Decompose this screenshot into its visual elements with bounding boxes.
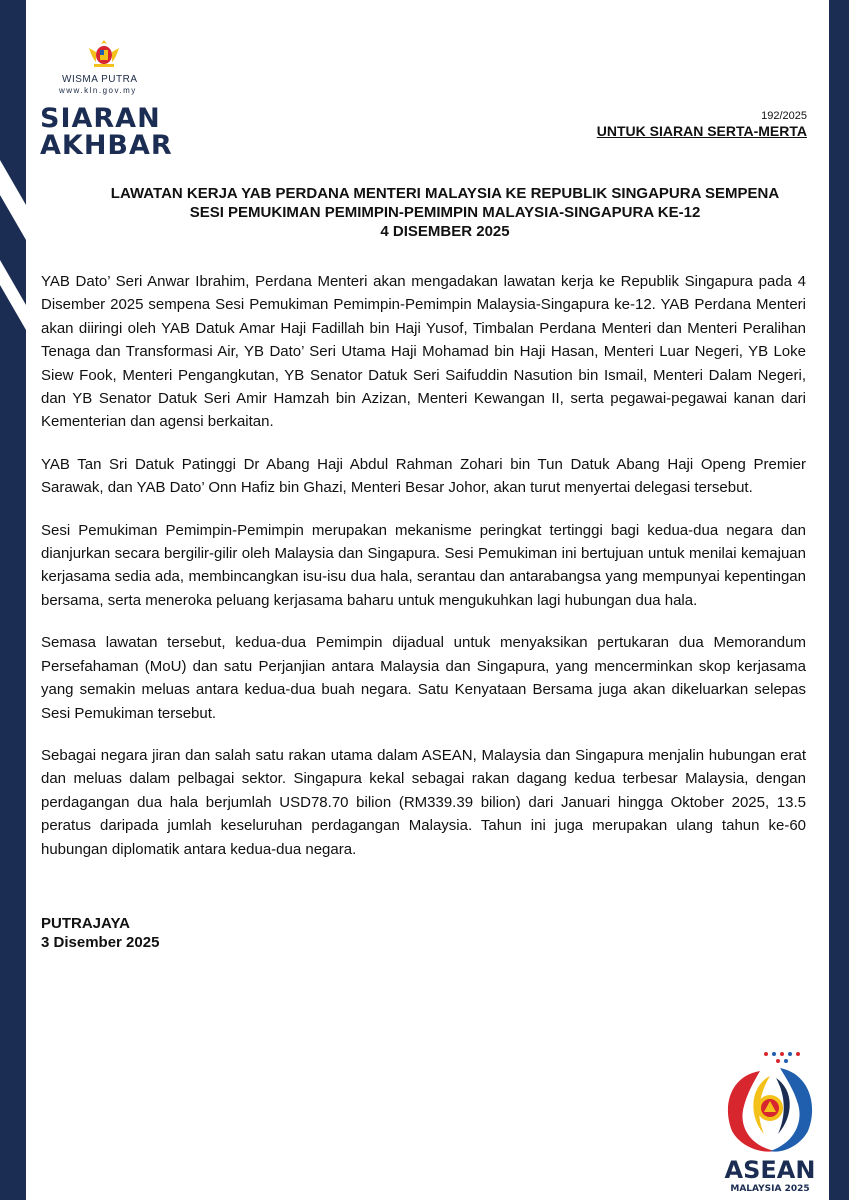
signoff-date: 3 Disember 2025 [41, 934, 160, 951]
asean-malaysia-2025-logo [720, 1046, 820, 1194]
asean-logo-dots-icon [764, 1052, 800, 1063]
signoff-place: PUTRAJAYA [41, 915, 130, 932]
left-chevron-border [0, 0, 26, 1200]
org-name: WISMA PUTRA [62, 74, 138, 85]
asean-wordmark: ASEAN [724, 1156, 816, 1184]
body-paragraph: Semasa lawatan tersebut, kedua-dua Pemimpin dijadual untuk menyaksikan pertukaran dua Memorandum Persefahaman (MoU) dan satu Perjanjian antara Malaysia dan Singapura, yang mencerminkan skop kerjasama yang semakin meluas antara kedua-dua buah negara. Satu Kenyataan Bersama juga akan dikeluarkan selepas Sesi Pemukiman tersebut. [41, 634, 806, 722]
title-line: LAWATAN KERJA YAB PERDANA MENTERI MALAYSIA KE REPUBLIK SINGAPURA SEMPENA [110, 185, 780, 202]
reference-number: 192/2025 [761, 110, 807, 122]
body-paragraph: YAB Tan Sri Datuk Patinggi Dr Abang Haji Abdul Rahman Zohari bin Tun Datuk Abang Haji Openg Premier Sarawak, dan YAB Dato’ Onn Hafiz bin Ghazi, Menteri Besar Johor, akan turut menyertai delegasi tersebut. [41, 455, 806, 497]
body-paragraph: Sebagai negara jiran dan salah satu rakan utama dalam ASEAN, Malaysia dan Singapura menjalin hubungan erat dan meluas dalam pelbagai sektor. Singapura kekal sebagai rakan dagang kedua terbesar Malaysia, dengan perdagangan dua hala berjumlah USD78.70 bilion (RM339.39 bilion) dari Januari hingga Oktober 2025, 13.5 peratus daripada jumlah keseluruhan perdagangan Malaysia. Tahun ini juga merupakan ulang tahun ke-60 hubungan diplomatik antara kedua-dua negara. [41, 746, 806, 858]
signoff-block [41, 914, 159, 952]
header-logo-block [36, 38, 176, 159]
org-website: www.kln.gov.my [59, 86, 137, 95]
press-release-title [40, 184, 849, 241]
doc-type-line1: SIARAN [40, 103, 161, 134]
title-line: SESI PEMUKIMAN PEMIMPIN-PEMIMPIN MALAYSIA-SINGAPURA KE-12 [189, 204, 701, 221]
title-date: 4 DISEMBER 2025 [380, 223, 510, 240]
right-chevron-border [823, 0, 849, 1200]
body-paragraph: YAB Dato’ Seri Anwar Ibrahim, Perdana Menteri akan mengadakan lawatan kerja ke Republik Singapura pada 4 Disember 2025 sempena Sesi Pemukiman Pemimpin-Pemimpin Malaysia-Singapura ke-12. YAB Perdana Menteri akan diiringi oleh YAB Datuk Amar Haji Fadillah bin Haji Yusof, Timbalan Perdana Menteri dan Menteri Peralihan Tenaga dan Transformasi Air, YB Dato’ Seri Utama Haji Mohamad bin Haji Hasan, Menteri Luar Negeri, YB Loke Siew Fook, Menteri Pengangkutan, YB Senator Datuk Seri Saifuddin Nasution bin Ismail, Menteri Dalam Negeri, dan YB Senator Datuk Seri Amir Hamzah bin Azizan, Menteri Kewangan II, serta pegawai-pegawai kanan dari Kementerian dan agensi berkaitan. [41, 273, 806, 431]
doc-type-title [40, 105, 176, 159]
asean-subtitle: MALAYSIA 2025 [730, 1184, 810, 1194]
body-paragraph: Sesi Pemukiman Pemimpin-Pemimpin merupakan mekanisme peringkat tertinggi bagi kedua-dua negara dan dianjurkan secara bergilir-gilir oleh Malaysia dan Singapura. Sesi Pemukiman ini bertujuan untuk menilai kemajuan kerjasama sedia ada, membincangkan isu-isu dua hala, serantau dan antarabangsa yang mempunyai kepentingan bersama, serta meneroka peluang kerjasama baharu untuk mengukuhkan lagi hubungan dua hala. [41, 521, 806, 609]
asean-logo-swirl-icon [728, 1068, 812, 1152]
doc-type-line2: AKHBAR [40, 130, 173, 161]
release-notice: UNTUK SIARAN SERTA-MERTA [596, 123, 807, 139]
press-release-body [41, 270, 806, 880]
coat-of-arms-icon [86, 38, 122, 70]
